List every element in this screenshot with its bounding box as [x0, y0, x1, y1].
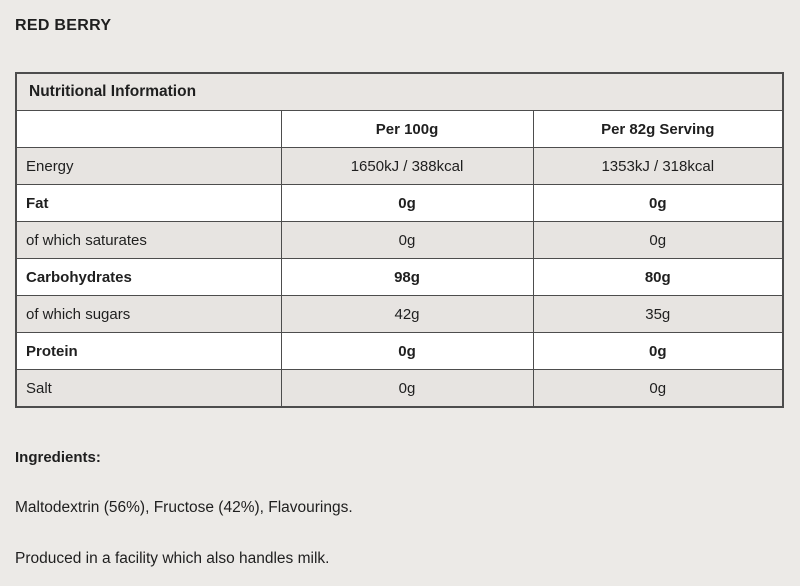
column-header-per-100g: Per 100g — [281, 111, 533, 148]
row-value-per-serving: 35g — [533, 296, 783, 333]
table-row-salt — [16, 370, 783, 408]
row-label: Energy — [16, 148, 281, 185]
row-value-per-100g: 98g — [281, 259, 533, 296]
table-row-fat — [16, 185, 783, 222]
row-value-per-serving: 1353kJ / 318kcal — [533, 148, 783, 185]
row-label: Fat — [16, 185, 281, 222]
row-value-per-serving: 0g — [533, 370, 783, 408]
table-title: Nutritional Information — [16, 73, 783, 111]
row-label: Salt — [16, 370, 281, 408]
ingredients-heading: Ingredients: — [15, 449, 101, 466]
row-label: Protein — [16, 333, 281, 370]
row-value-per-100g: 0g — [281, 185, 533, 222]
ingredients-list: Maltodextrin (56%), Fructose (42%), Flavourings. — [15, 499, 353, 516]
row-value-per-100g: 42g — [281, 296, 533, 333]
nutrition-table — [15, 72, 784, 408]
row-label: Carbohydrates — [16, 259, 281, 296]
column-header-per-serving: Per 82g Serving — [533, 111, 783, 148]
row-value-per-100g: 0g — [281, 222, 533, 259]
column-header-row — [16, 111, 783, 148]
table-row-saturates — [16, 222, 783, 259]
table-row-sugars — [16, 296, 783, 333]
page-title: RED BERRY — [15, 17, 112, 34]
column-header-blank — [16, 111, 281, 148]
row-value-per-serving: 0g — [533, 185, 783, 222]
row-value-per-100g: 0g — [281, 333, 533, 370]
row-value-per-100g: 1650kJ / 388kcal — [281, 148, 533, 185]
table-row-carbohydrates — [16, 259, 783, 296]
row-value-per-serving: 0g — [533, 222, 783, 259]
row-value-per-serving: 0g — [533, 333, 783, 370]
row-label: of which sugars — [16, 296, 281, 333]
table-row-energy — [16, 148, 783, 185]
row-value-per-100g: 0g — [281, 370, 533, 408]
table-title-row — [16, 73, 783, 111]
table-row-protein — [16, 333, 783, 370]
row-label: of which saturates — [16, 222, 281, 259]
allergen-note: Produced in a facility which also handles milk. — [15, 550, 330, 567]
row-value-per-serving: 80g — [533, 259, 783, 296]
